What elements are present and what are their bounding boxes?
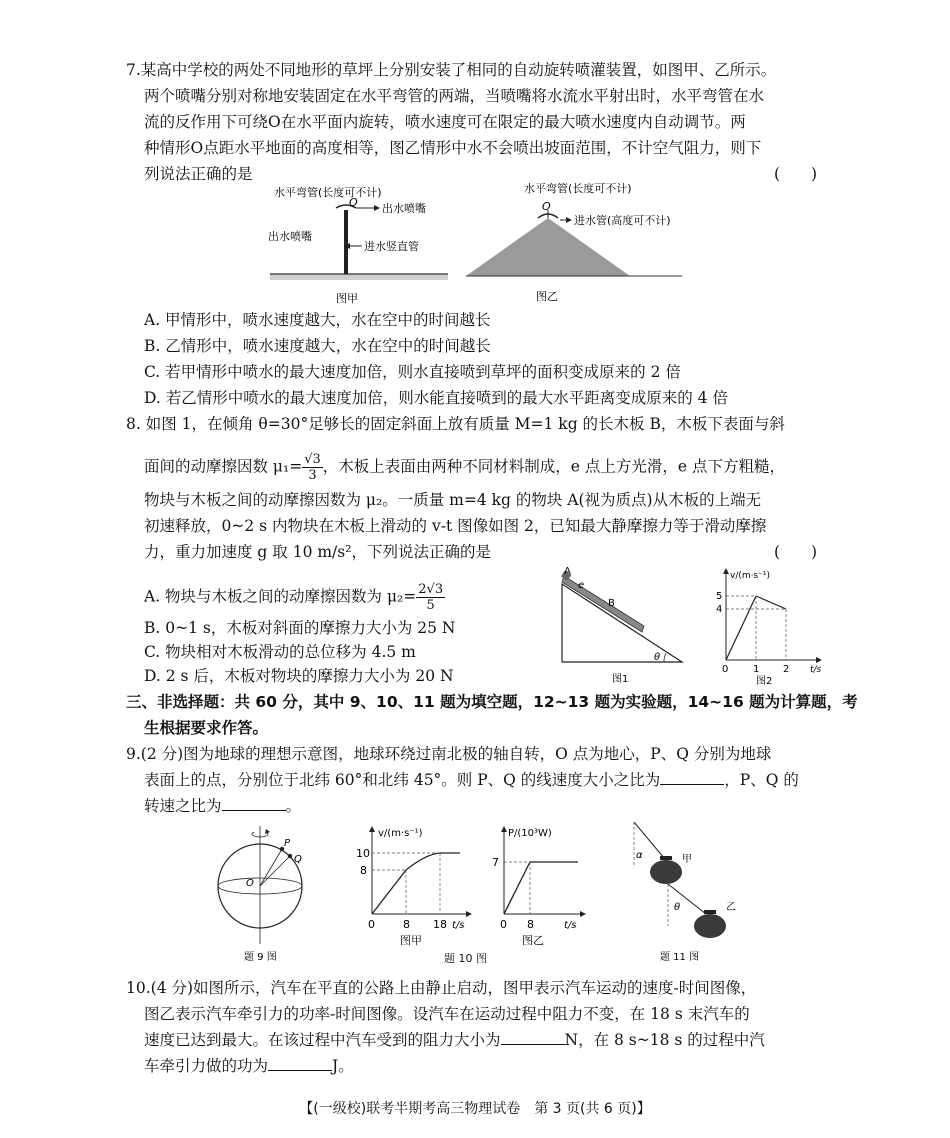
q9-line-3-a: 转速之比为: [144, 797, 222, 815]
q7-line-4: 种情形O点距水平地面的高度相等，图乙情形中水不会喷出坡面范围，不计空气阻力，则下: [144, 139, 762, 157]
q9-line-3-b: 。: [285, 797, 302, 815]
q10b-x0: 0: [500, 918, 507, 931]
q10-blank-1[interactable]: [501, 1028, 565, 1045]
q9-fig-caption: 题 9 图: [244, 952, 277, 963]
fig1-label-a: A: [564, 566, 571, 577]
page-footer: 【(一级校)联考半期考高三物理试卷 第 3 页(共 6 页)】: [299, 1101, 651, 1117]
q7-option-a: A. 甲情形中，喷水速度越大，水在空中的时间越长: [144, 311, 491, 329]
q11-alpha: α: [636, 850, 643, 861]
q9-fig-q: Q: [294, 854, 302, 865]
q9-figure-globe: [210, 820, 314, 964]
q10b-caption: 图乙: [522, 934, 544, 947]
fig1-caption: 图1: [612, 674, 629, 685]
section-3-heading: 三、非选择题：共 60 分，其中 9、10、11 题为填空题，12~13 题为实验题，14~16 题为计算题，考: [126, 693, 858, 711]
fig2-x1: 1: [753, 664, 760, 675]
q10a-x0: 0: [368, 918, 375, 931]
q10-figure-caption: 题 10 图: [444, 952, 487, 965]
q10-figure-a: [348, 818, 478, 966]
q8-mu1-den: 3: [308, 468, 317, 483]
q9-line-2-b: ，P、Q 的: [724, 771, 799, 789]
q10a-x18: 18: [433, 918, 447, 931]
fig2-xlabel: t/s: [810, 665, 822, 675]
fig2-ylabel: v/(m·s⁻¹): [730, 571, 771, 581]
q8-mu1-num: √3: [304, 452, 321, 467]
fig-b-label-bend: 水平弯管(长度可不计): [524, 182, 632, 195]
q10-line-4-a: 车牵引力做的功为: [144, 1057, 269, 1075]
q7-line-1: 7.某高中学校的两处不同地形的草坪上分别安装了相同的自动旋转喷灌装置，如图甲、乙所示。: [126, 61, 777, 79]
lantern-jia-icon: [650, 860, 682, 884]
q7-option-b: B. 乙情形中，喷水速度越大，水在空中的时间越长: [144, 337, 491, 355]
q7-answer-paren: ( ): [774, 165, 818, 183]
fig-b-label-o: O: [542, 200, 551, 213]
fig-b-label-inlet: 进水管(高度可不计): [574, 214, 671, 227]
fig1-label-e: e: [578, 580, 585, 591]
fig-a-label-bend: 水平弯管(长度可不计): [274, 186, 382, 199]
fig2-y4: 4: [716, 604, 723, 615]
q8-mu2-den: 5: [426, 598, 435, 613]
q10-blank-2[interactable]: [268, 1054, 332, 1071]
q8-line-2-b: ，木板上表面由两种不同材料制成，e 点上方光滑，e 点下方粗糙，: [322, 457, 785, 476]
q10a-x8: 8: [403, 918, 410, 931]
q8-line-2-a: 面间的动摩擦因数 μ₁=: [144, 457, 303, 476]
q10-line-1: 10.(4 分)如图所示，汽车在平直的公路上由静止启动，图甲表示汽车运动的速度-时间图像，: [126, 979, 757, 997]
q7-figure-a: [262, 184, 458, 308]
q8-line-4: 初速释放，0~2 s 内物块在木板上滑动的 v-t 图像如图 2，已知最大静摩擦力等于滑动摩擦: [144, 517, 767, 535]
q10a-y8: 8: [360, 864, 367, 877]
q10b-xlabel: t/s: [564, 920, 577, 931]
fig-a-label-nozzle-left: 出水喷嘴: [268, 230, 312, 243]
q9-blank-1[interactable]: [660, 768, 724, 785]
fig2-segment-decel: [756, 596, 786, 609]
q11-theta: θ: [674, 902, 681, 913]
q8-line-5: 力，重力加速度 g 取 10 m/s²，下列说法正确的是: [144, 543, 491, 561]
fig2-caption: 图2: [756, 676, 773, 687]
q8-option-a: [144, 582, 445, 613]
q9-line-3: [144, 794, 301, 816]
q11-jia: 甲: [682, 854, 692, 865]
q8-mu2-fraction: [416, 582, 445, 613]
q9-line-2: [144, 768, 799, 790]
q10a-y10: 10: [356, 847, 370, 860]
q9-line-1: 9.(2 分)图为地球的理想示意图，地球环绕过南北极的轴自转，O 点为地心，P、Q 分别为地球: [126, 745, 772, 763]
q8-option-d: D. 2 s 后，木板对物块的摩擦力大小为 20 N: [144, 667, 454, 685]
q10b-y7: 7: [492, 856, 499, 869]
q11-yi: 乙: [726, 902, 736, 913]
lantern-yi-icon: [694, 914, 726, 938]
q10b-ylabel: P/(10³W): [508, 828, 552, 839]
q10-line-3: [144, 1028, 765, 1050]
fig-b-caption: 图乙: [536, 290, 558, 303]
q10-line-3-b: N，在 8 s~18 s 的过程中汽: [564, 1031, 765, 1049]
q7-figure-b: [462, 178, 688, 308]
fig2-y5: 5: [716, 591, 723, 602]
fig-a-label-nozzle-right: 出水喷嘴: [382, 202, 426, 215]
q8-line-2: [144, 452, 785, 483]
q7-line-2: 两个喷嘴分别对称地安装固定在水平弯管的两端，当喷嘴将水流水平射出时，水平弯管在水: [144, 87, 765, 105]
fig1-label-theta: θ: [654, 652, 661, 663]
q10-figure-b: [482, 818, 592, 966]
q7-line-3: 流的反作用下可绕O在水平面内旋转，喷水速度可在限定的最大喷水速度内自动调节。两: [144, 113, 746, 131]
q8-answer-paren: ( ): [774, 543, 818, 561]
q9-fig-p: P: [284, 838, 291, 849]
q10-line-4-b: J。: [332, 1057, 354, 1075]
q9-line-2-a: 表面上的点，分别位于北纬 60°和北纬 45°。则 P、Q 的线速度大小之比为: [144, 771, 661, 789]
q10a-caption: 图甲: [400, 934, 422, 947]
fig-a-label-o: O: [349, 196, 358, 209]
q11-caption: 题 11 图: [660, 952, 700, 963]
fig2-x2: 2: [783, 664, 790, 675]
q8-option-a-text: A. 物块与木板之间的动摩擦因数为 μ₂=: [144, 587, 417, 606]
q10b-x8: 8: [527, 918, 534, 931]
section-3-heading-cont: 生根据要求作答。: [144, 719, 269, 737]
q10a-xlabel: t/s: [452, 920, 465, 931]
q10a-ylabel: v/(m·s⁻¹): [378, 828, 423, 839]
q7-line-5: 列说法正确的是: [144, 165, 253, 183]
q10-line-3-a: 速度已达到最大。在该过程中汽车受到的阻力大小为: [144, 1031, 501, 1049]
q7-option-c: C. 若甲情形中喷水的最大速度加倍，则水直接喷到草坪的面积变成原来的 2 倍: [144, 363, 681, 381]
q8-option-b: B. 0~1 s，木板对斜面的摩擦力大小为 25 N: [144, 619, 456, 637]
q9-fig-o: O: [246, 878, 254, 889]
q10-line-2: 图乙表示汽车牵引力的功率-时间图像。设汽车在运动过程中阻力不变，在 18 s 末汽车的: [144, 1005, 750, 1023]
fig-a-caption: 图甲: [336, 292, 358, 305]
q8-line-1: 8. 如图 1，在倾角 θ=30°足够长的固定斜面上放有质量 M=1 kg 的长木板 B，木板下表面与斜: [126, 415, 785, 433]
q8-figure-1: [556, 564, 690, 688]
q11-figure-lanterns: [624, 818, 734, 966]
fig1-label-b: B: [608, 598, 615, 609]
q8-mu2-num: 2√3: [418, 582, 444, 597]
q10-line-4: [144, 1054, 354, 1076]
q7-option-d: D. 若乙情形中喷水的最大速度加倍，则水能直接喷到的最大水平距离变成原来的 4 倍: [144, 389, 728, 407]
fig-a-label-pipe: 进水竖直管: [364, 240, 419, 253]
fig2-segment-accel: [726, 596, 756, 660]
q8-option-c: C. 物块相对木板滑动的总位移为 4.5 m: [144, 643, 416, 661]
q8-line-3: 物块与木板之间的动摩擦因数为 μ₂。一质量 m=4 kg 的物块 A(视为质点)从木板的上端无: [144, 491, 762, 509]
q9-blank-2[interactable]: [222, 794, 286, 811]
fig2-x0: 0: [722, 664, 729, 675]
q8-mu1-fraction: [302, 452, 323, 483]
q8-figure-2: [712, 564, 824, 688]
